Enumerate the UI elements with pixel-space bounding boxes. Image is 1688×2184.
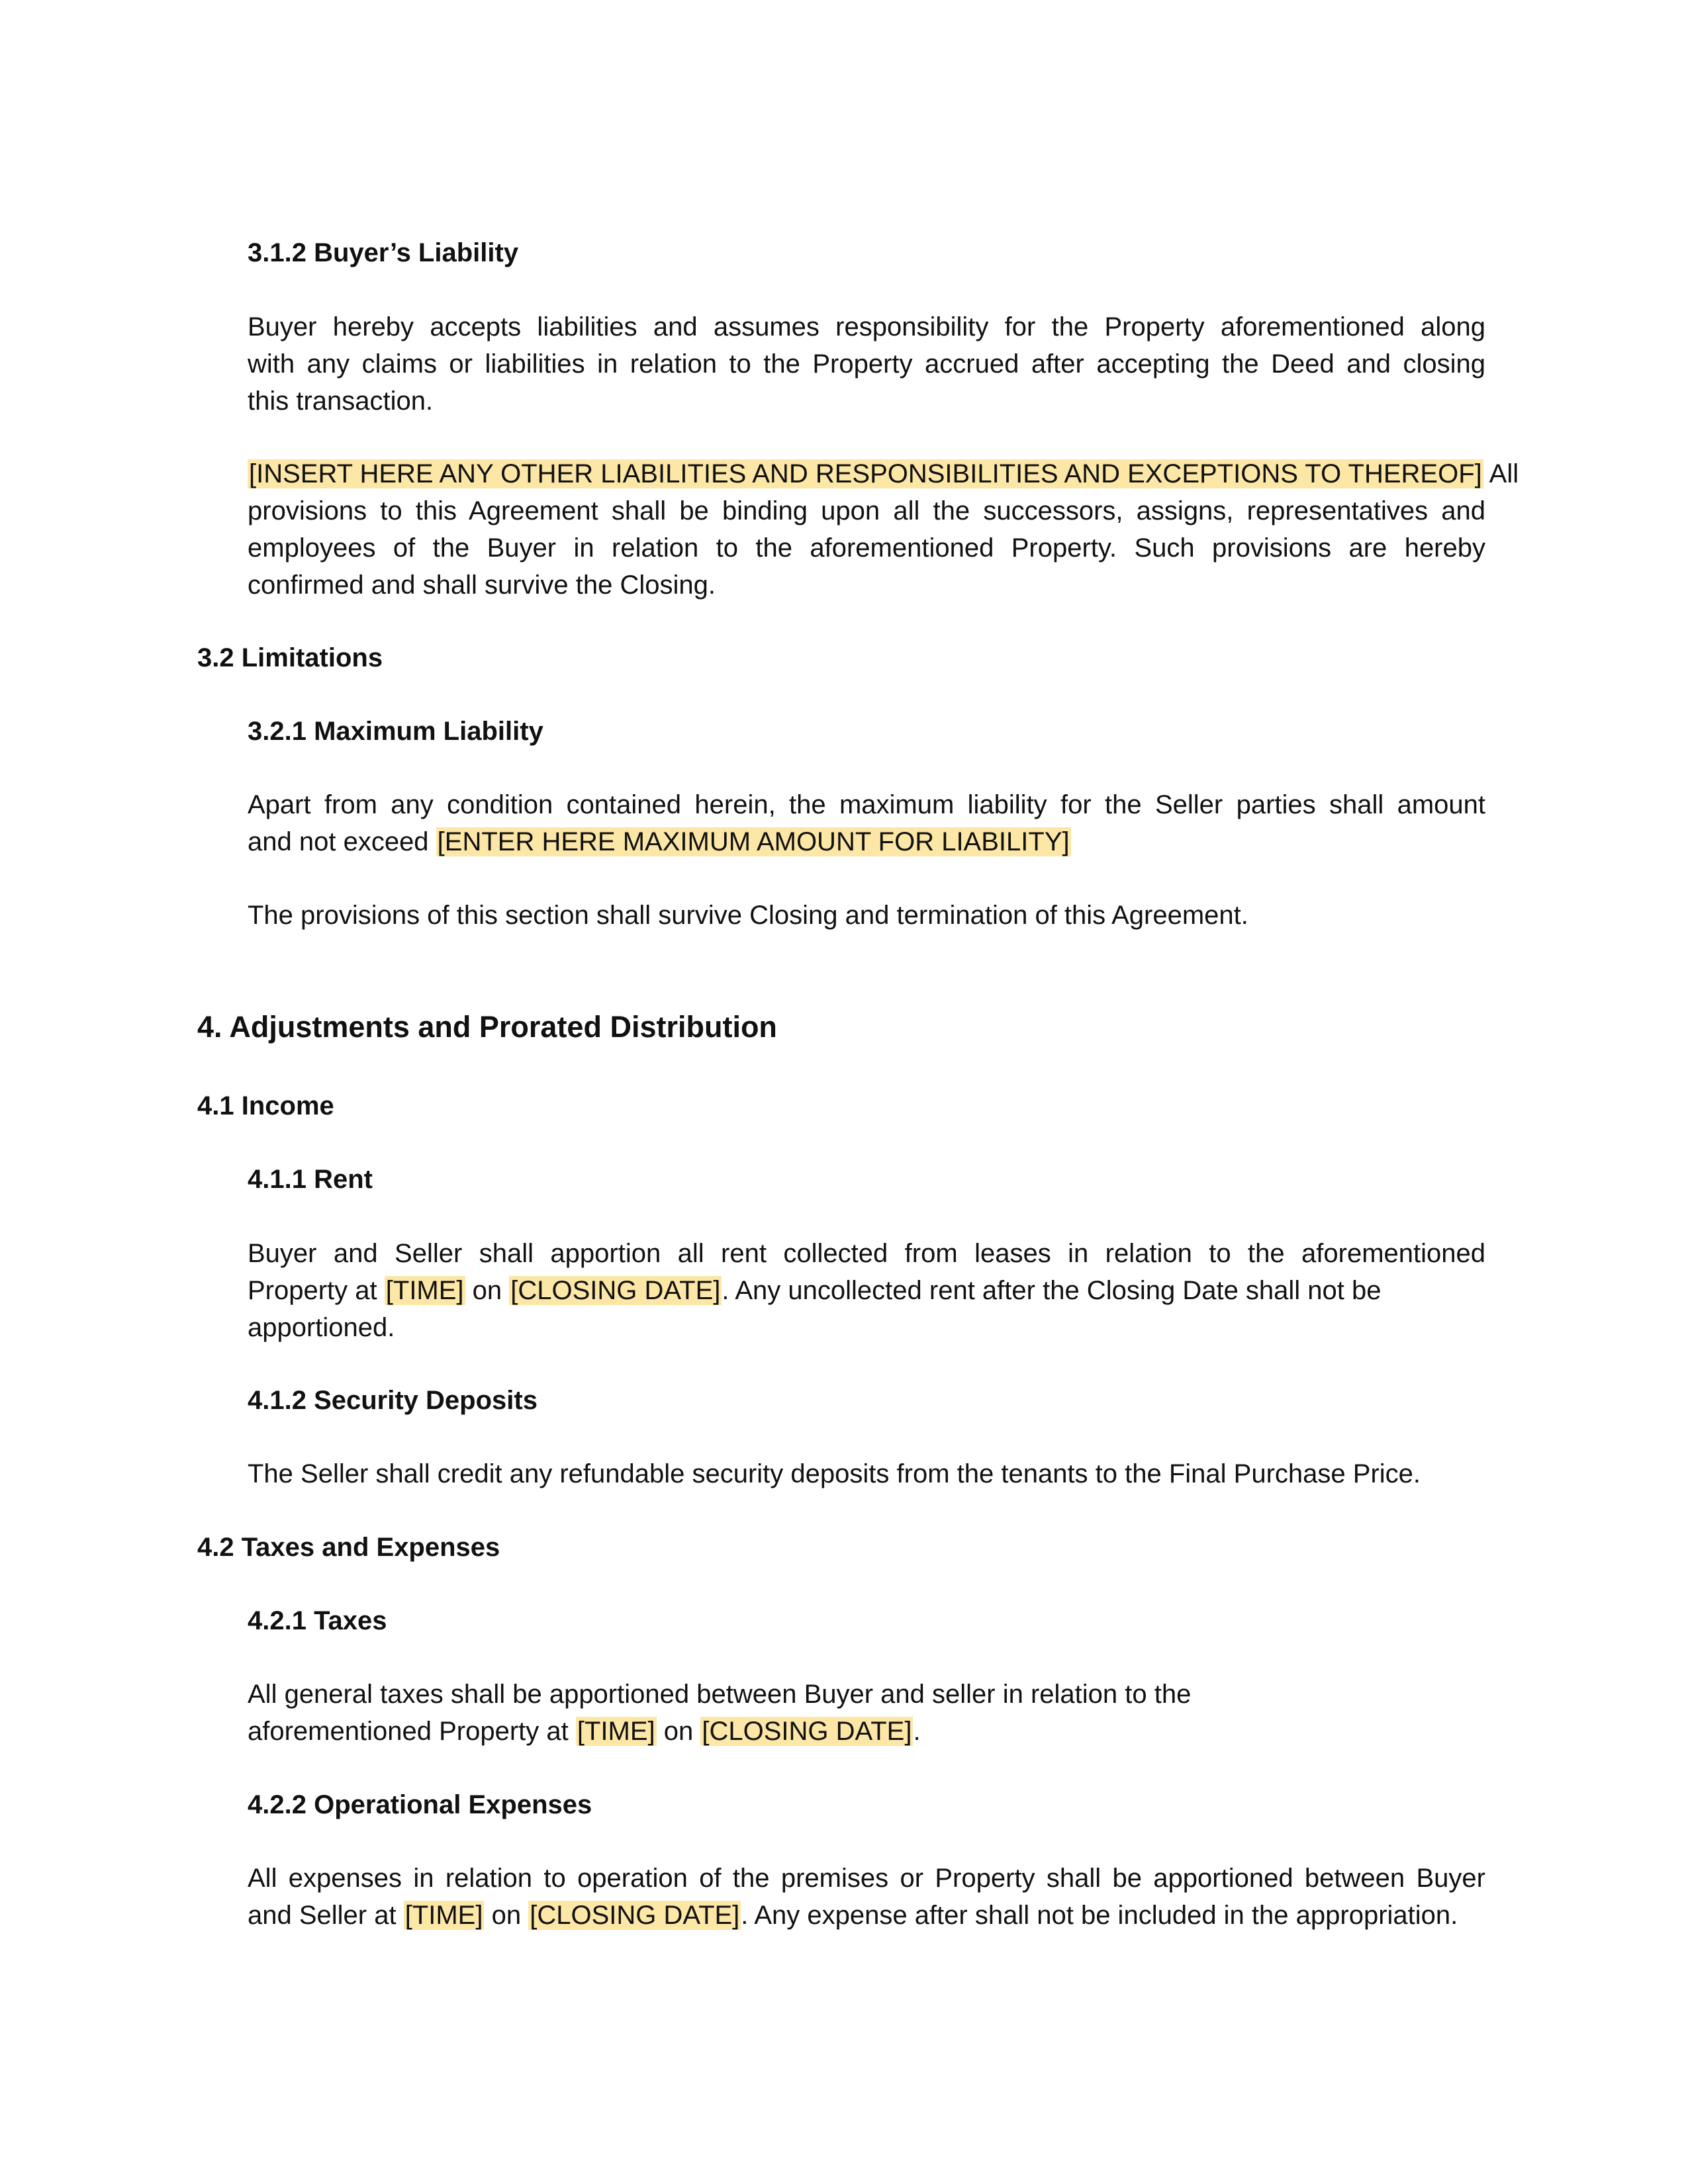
text-line: apportioned. (248, 1313, 395, 1342)
text-fragment: . (913, 1717, 921, 1746)
text-fragment: on (656, 1717, 701, 1746)
placeholder-time[interactable]: [TIME] (577, 1717, 655, 1746)
heading-4-2: 4.2 Taxes and Expenses (197, 1533, 500, 1562)
heading-4-2-1: 4.2.1 Taxes (248, 1606, 387, 1635)
paragraph-rent (248, 1235, 1485, 1346)
placeholder-closing-date[interactable]: [CLOSING DATE] (702, 1717, 912, 1746)
heading-4-1-2: 4.1.2 Security Deposits (248, 1386, 538, 1415)
text-fragment: and Seller at (248, 1901, 404, 1930)
text-fragment: on (484, 1901, 529, 1930)
placeholder-closing-date[interactable]: [CLOSING DATE] (510, 1276, 721, 1305)
paragraph-buyers-liability (248, 308, 1485, 420)
text-line (248, 823, 1485, 860)
paragraph-maximum-liability (248, 786, 1485, 860)
text-fragment: . Any uncollected rent after the Closing Date shall not be (722, 1276, 1382, 1305)
paragraph-security-deposits (248, 1455, 1485, 1492)
text-fragment: All (1483, 459, 1519, 488)
text-fragment: . Any expense after shall not be included in the appropriation. (741, 1901, 1458, 1930)
text-fragment: aforementioned Property at (248, 1717, 576, 1746)
text-line: with any claims or liabilities in relation to the Property accrued after accepting the Deed and closing (248, 349, 1485, 379)
text-line: this transaction. (248, 387, 434, 416)
text-fragment: Property at (248, 1276, 385, 1305)
text-line: The Seller shall credit any refundable security deposits from the tenants to the Final Purchase Price. (248, 1459, 1421, 1488)
paragraph-survival (248, 897, 1485, 934)
text-line: The provisions of this section shall survive Closing and termination of this Agreement. (248, 901, 1248, 930)
text-line (248, 1713, 1485, 1750)
heading-3-2-1: 3.2.1 Maximum Liability (248, 717, 543, 746)
text-line: employees of the Buyer in relation to the aforementioned Property. Such provisions are hereby (248, 533, 1485, 563)
placeholder-maximum-amount[interactable]: [ENTER HERE MAXIMUM AMOUNT FOR LIABILITY] (437, 827, 1070, 856)
heading-3-1-2: 3.1.2 Buyer’s Liability (248, 238, 519, 267)
text-line: Apart from any condition contained herein, the maximum liability for the Seller parties shall amount (248, 790, 1485, 819)
placeholder-time[interactable]: [TIME] (404, 1901, 483, 1930)
text-line (248, 1272, 1485, 1309)
placeholder-time[interactable]: [TIME] (385, 1276, 464, 1305)
paragraph-taxes (248, 1676, 1485, 1750)
text-line (248, 455, 1519, 492)
text-line: All expenses in relation to operation of the premises or Property shall be apportioned between Buyer (248, 1864, 1485, 1893)
text-line: Buyer and Seller shall apportion all rent collected from leases in relation to the aforementioned (248, 1239, 1485, 1268)
text-line: Buyer hereby accepts liabilities and assumes responsibility for the Property aforementioned along (248, 312, 1485, 341)
text-line: confirmed and shall survive the Closing. (248, 570, 716, 600)
placeholder-closing-date[interactable]: [CLOSING DATE] (530, 1901, 740, 1930)
text-line: provisions to this Agreement shall be binding upon all the successors, assigns, representatives and (248, 496, 1485, 525)
heading-4-1: 4.1 Income (197, 1091, 334, 1120)
text-line (248, 1897, 1485, 1934)
paragraph-operational-expenses (248, 1860, 1485, 1934)
heading-section-4: 4. Adjustments and Prorated Distribution (197, 1010, 777, 1044)
text-fragment: on (465, 1276, 510, 1305)
heading-3-2: 3.2 Limitations (197, 643, 383, 672)
heading-4-1-1: 4.1.1 Rent (248, 1165, 373, 1194)
placeholder-other-liabilities[interactable]: [INSERT HERE ANY OTHER LIABILITIES AND RESPONSIBILITIES AND EXCEPTIONS TO THEREOF] (249, 459, 1482, 488)
paragraph-other-liabilities (248, 455, 1519, 604)
text-line: All general taxes shall be apportioned between Buyer and seller in relation to the (248, 1680, 1192, 1709)
text-fragment: and not exceed (248, 827, 436, 856)
heading-4-2-2: 4.2.2 Operational Expenses (248, 1790, 592, 1819)
